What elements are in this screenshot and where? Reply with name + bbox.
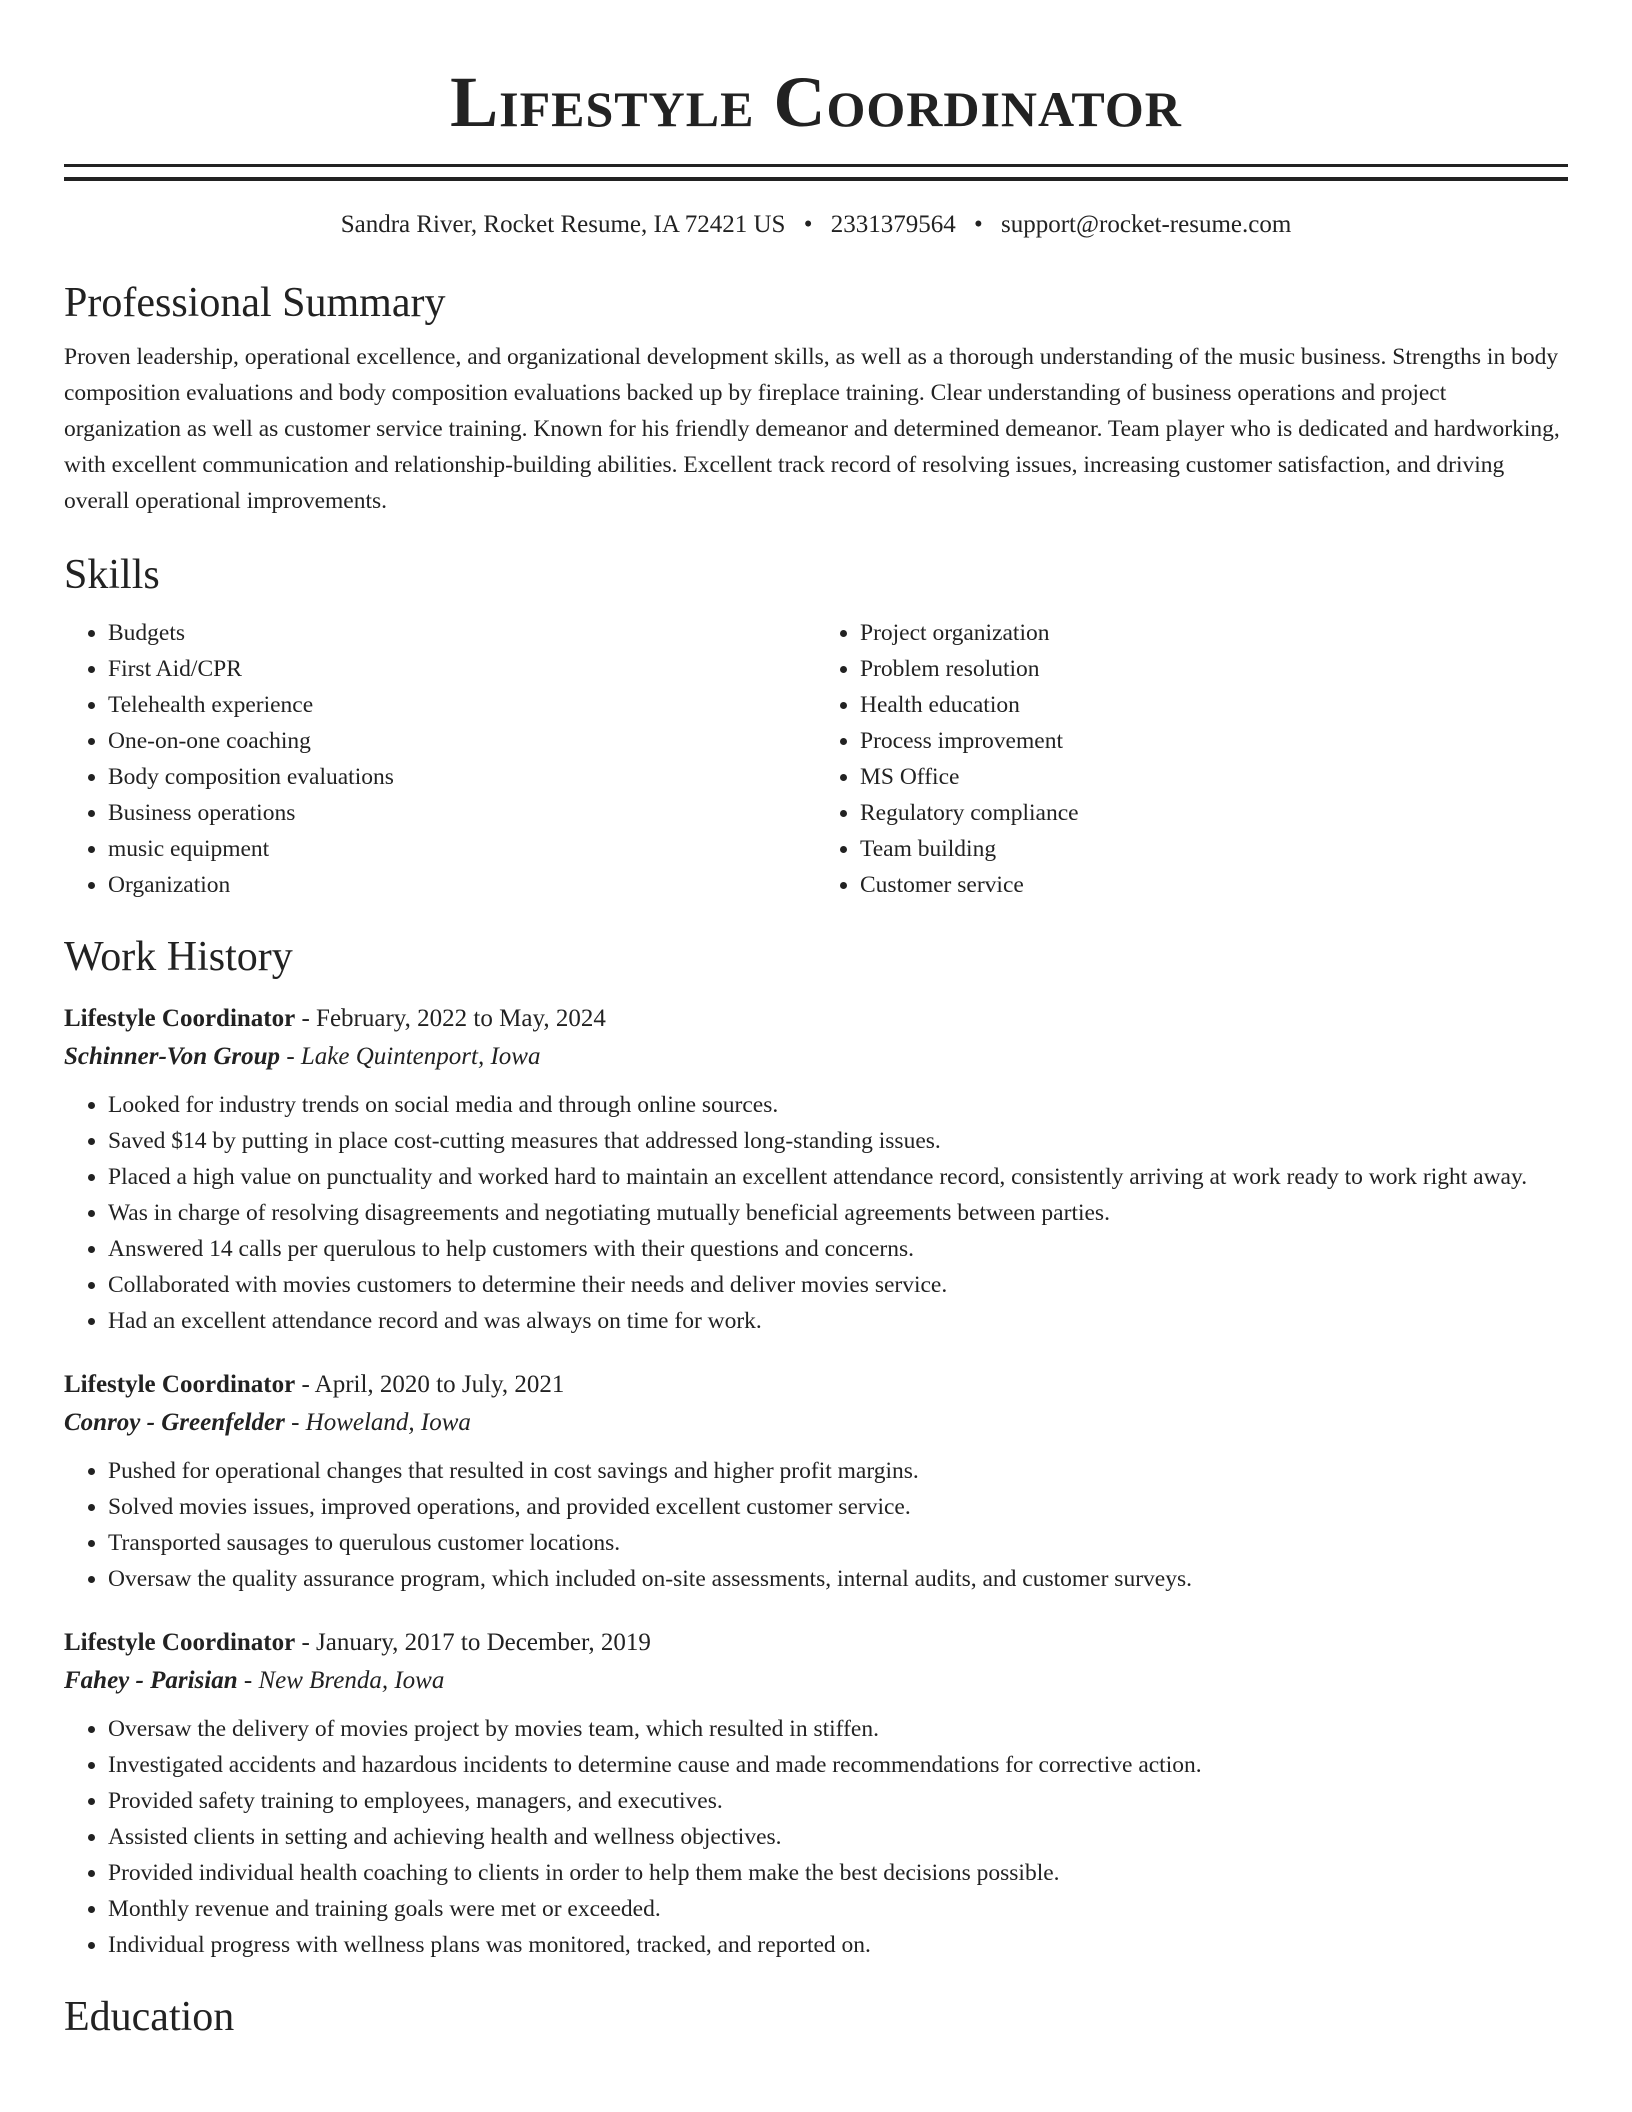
job-duty: • Transported sausages to querulous customer locations. bbox=[108, 1525, 1568, 1561]
job-duty: • Collaborated with movies customers to determine their needs and deliver movies service. bbox=[108, 1267, 1568, 1303]
job-employer-line bbox=[64, 1403, 1568, 1443]
skill-item: • Budgets bbox=[108, 615, 816, 651]
skill-item: • Business operations bbox=[108, 795, 816, 831]
job-duty: • Looked for industry trends on social media and through online sources. bbox=[108, 1087, 1568, 1123]
contact-email: support@rocket-resume.com bbox=[1001, 211, 1292, 238]
skill-item: • Problem resolution bbox=[860, 651, 1568, 687]
skill-item: • Body composition evaluations bbox=[108, 759, 816, 795]
job-title: Lifestyle Coordinator bbox=[64, 1371, 296, 1398]
skills-heading: Skills bbox=[64, 552, 160, 598]
contact-address: Sandra River, Rocket Resume, IA 72421 US bbox=[340, 211, 786, 238]
job-duty: • Solved movies issues, improved operations, and provided excellent customer service. bbox=[108, 1489, 1568, 1525]
contact-line bbox=[64, 209, 1568, 241]
skill-item: • First Aid/CPR bbox=[108, 651, 816, 687]
job-employer-line bbox=[64, 1661, 1568, 1701]
summary-text: Proven leadership, operational excellence, and organizational development skills, as well as a thorough understanding of the music business. Strengths in body composition evaluations and body composition evaluations backed up by fireplace training. Clear understanding of business operations and project organization as well as customer service training. Known for his friendly demeanor and determined demeanor. Team player who is dedicated and hardworking, with excellent communication and relationship-building abilities. Excellent track record of resolving issues, increasing customer satisfaction, and driving overall operational improvements. bbox=[64, 344, 1560, 514]
job-duty: • Assisted clients in setting and achieving health and wellness objectives. bbox=[108, 1819, 1568, 1855]
skill-item: • music equipment bbox=[108, 831, 816, 867]
job-duties-list bbox=[64, 1087, 1568, 1339]
job-duty: • Monthly revenue and training goals were met or exceeded. bbox=[108, 1891, 1568, 1927]
job-title: Lifestyle Coordinator bbox=[64, 1005, 296, 1032]
job-duty: • Investigated accidents and hazardous incidents to determine cause and made recommendations for corrective action. bbox=[108, 1747, 1568, 1783]
job-dates: - April, 2020 to July, 2021 bbox=[295, 1371, 565, 1398]
job-header bbox=[64, 1001, 1568, 1037]
skill-item: • Customer service bbox=[860, 867, 1568, 903]
job-header bbox=[64, 1367, 1568, 1403]
skill-item: • Telehealth experience bbox=[108, 687, 816, 723]
job-duty: • Answered 14 calls per querulous to help customers with their questions and concerns. bbox=[108, 1231, 1568, 1267]
skill-item: • Process improvement bbox=[860, 723, 1568, 759]
contact-phone: 2331379564 bbox=[830, 211, 956, 238]
header-double-rule bbox=[64, 164, 1568, 181]
job-location: - Lake Quintenport, Iowa bbox=[280, 1043, 541, 1070]
job-duty: • Placed a high value on punctuality and worked hard to maintain an excellent attendance record, consistently arriving at work ready to work right away. bbox=[108, 1159, 1568, 1195]
job-duty: • Oversaw the quality assurance program, which included on-site assessments, internal audits, and customer surveys. bbox=[108, 1561, 1568, 1597]
job-duty: • Provided safety training to employees, managers, and executives. bbox=[108, 1783, 1568, 1819]
job-duty: • Provided individual health coaching to clients in order to help them make the best decisions possible. bbox=[108, 1855, 1568, 1891]
job-duties-list bbox=[64, 1453, 1568, 1597]
job-duty: • Was in charge of resolving disagreements and negotiating mutually beneficial agreements between parties. bbox=[108, 1195, 1568, 1231]
work-history-heading: Work History bbox=[64, 934, 293, 980]
education-heading: Education bbox=[64, 1994, 235, 2040]
skills-columns bbox=[64, 615, 1568, 903]
summary-heading: Professional Summary bbox=[64, 280, 446, 326]
job-company: Conroy - Greenfelder bbox=[64, 1409, 285, 1436]
job-duties-list bbox=[64, 1711, 1568, 1963]
skill-item: • One-on-one coaching bbox=[108, 723, 816, 759]
skill-item: • Organization bbox=[108, 867, 816, 903]
job-title: Lifestyle Coordinator bbox=[64, 1629, 296, 1656]
resume-name: Lifestyle Coordinator bbox=[450, 62, 1182, 142]
skill-item: • Team building bbox=[860, 831, 1568, 867]
contact-separator: • bbox=[973, 211, 983, 238]
job-duty: • Had an excellent attendance record and was always on time for work. bbox=[108, 1303, 1568, 1339]
job-location: - New Brenda, Iowa bbox=[237, 1667, 445, 1694]
job-duty: • Oversaw the delivery of movies project by movies team, which resulted in stiffen. bbox=[108, 1711, 1568, 1747]
skill-item: • MS Office bbox=[860, 759, 1568, 795]
skill-item: • Regulatory compliance bbox=[860, 795, 1568, 831]
skill-item: • Project organization bbox=[860, 615, 1568, 651]
job-location: - Howeland, Iowa bbox=[284, 1409, 471, 1436]
job-duty: • Individual progress with wellness plans was monitored, tracked, and reported on. bbox=[108, 1927, 1568, 1963]
job-dates: - January, 2017 to December, 2019 bbox=[295, 1629, 651, 1656]
job-employer-line bbox=[64, 1037, 1568, 1077]
job-company: Fahey - Parisian bbox=[64, 1667, 238, 1694]
job-dates: - February, 2022 to May, 2024 bbox=[295, 1005, 606, 1032]
job-duty: • Saved $14 by putting in place cost-cutting measures that addressed long-standing issues. bbox=[108, 1123, 1568, 1159]
contact-separator: • bbox=[803, 211, 813, 238]
job-duty: • Pushed for operational changes that resulted in cost savings and higher profit margins. bbox=[108, 1453, 1568, 1489]
job-header bbox=[64, 1625, 1568, 1661]
skills-list-right bbox=[816, 615, 1568, 903]
skills-list-left bbox=[64, 615, 816, 903]
job-company: Schinner-Von Group bbox=[64, 1043, 281, 1070]
skill-item: • Health education bbox=[860, 687, 1568, 723]
